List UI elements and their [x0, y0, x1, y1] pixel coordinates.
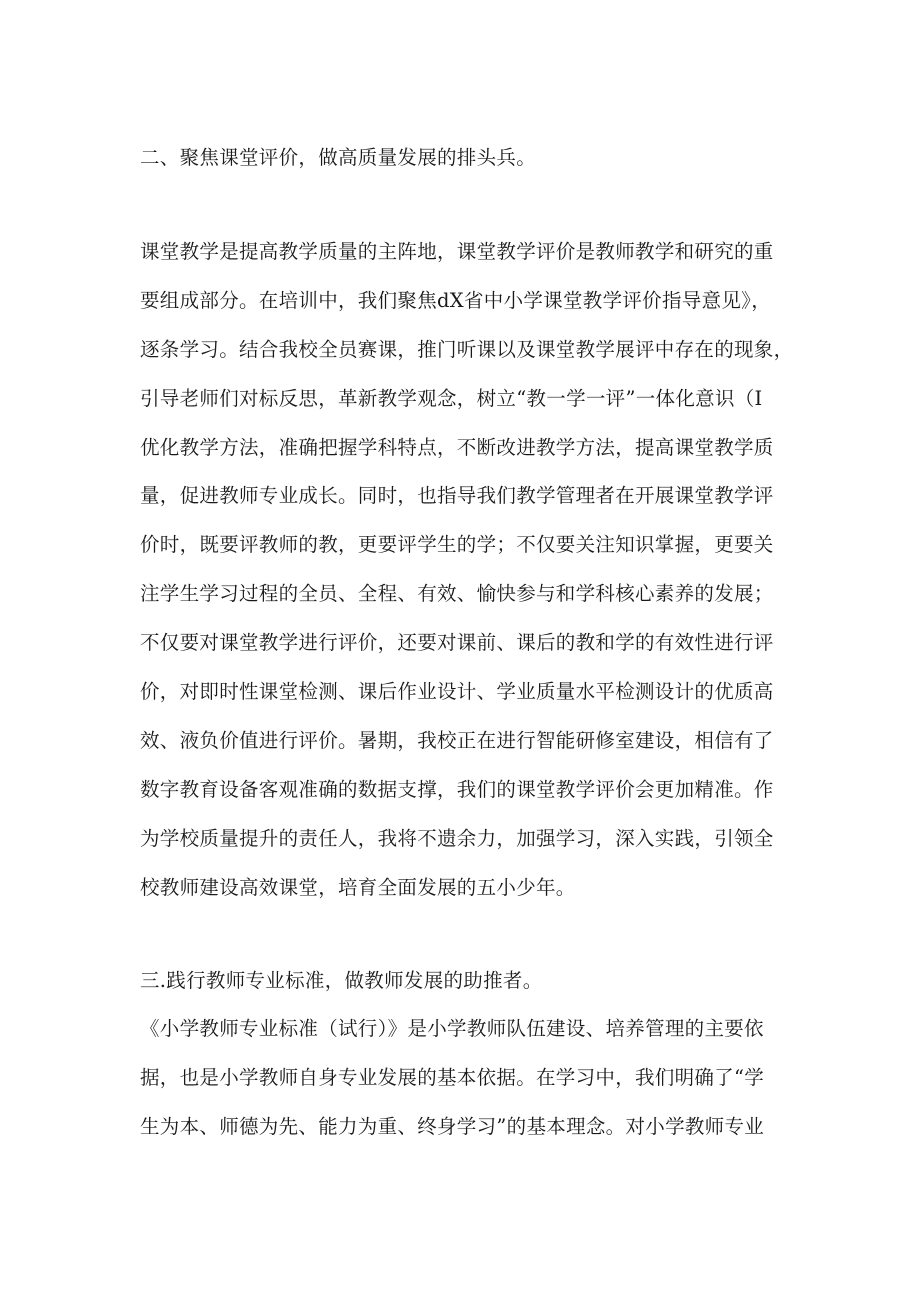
- paragraph-line: 注学生学习过程的全员、全程、有效、愉快参与和学科核心素养的发展；: [140, 582, 774, 605]
- paragraph-line: 不仅要对课堂教学进行评价，还要对课前、课后的教和学的有效性进行评: [140, 631, 774, 654]
- paragraph-line: 效、液负价值进行评价。暑期，我校正在进行智能研修室建设，相信有了: [140, 729, 774, 752]
- paragraph-line: 优化教学方法，准确把握学科特点，不断改进教学方法，提高课堂教学质: [140, 436, 774, 459]
- paragraph-line: 价时，既要评教师的教，更要评学生的学；不仅要关注知识掌握，更要关: [140, 533, 774, 556]
- paragraph-line: 校教师建设高效课堂，培育全面发展的五小少年。: [140, 876, 576, 899]
- paragraph-line: 生为本、师德为先、能力为重、终身学习”的基本理念。对小学教师专业: [140, 1115, 765, 1138]
- paragraph-line: 价，对即时性课堂检测、课后作业设计、学业质量水平检测设计的优质高: [140, 680, 774, 703]
- paragraph-line: 数字教育设备客观准确的数据支撑，我们的课堂教学评价会更加精准。作: [140, 778, 774, 801]
- paragraph-line: 逐条学习。结合我校全员赛课，推门听课以及课堂教学展评中存在的现象，: [140, 338, 794, 361]
- paragraph-line: 《小学教师专业标准（试行）》是小学教师队伍建设、培养管理的主要依: [140, 1017, 764, 1040]
- paragraph-line: 课堂教学是提高教学质量的主阵地，课堂教学评价是教师教学和研究的重: [140, 240, 774, 263]
- paragraph-line: 要组成部分。在培训中，我们聚焦dX省中小学课堂教学评价指导意见》，: [140, 289, 772, 312]
- section3-heading: 三.践行教师专业标准，做教师发展的助推者。: [140, 969, 543, 992]
- paragraph-line: 量，促进教师专业成长。同时，也指导我们教学管理者在开展课堂教学评: [140, 484, 774, 507]
- paragraph-line: 为学校质量提升的责任人，我将不遗余力，加强学习，深入实践，引领全: [140, 827, 774, 850]
- section2-heading: 二、聚焦课堂评价，做高质量发展的排头兵。: [140, 146, 537, 169]
- paragraph-line: 据，也是小学教师自身专业发展的基本依据。在学习中，我们明确了“学: [140, 1066, 765, 1089]
- paragraph-line: 引导老师们对标反思，革新教学观念，树立“教一学一评”一体化意识（I: [140, 387, 763, 410]
